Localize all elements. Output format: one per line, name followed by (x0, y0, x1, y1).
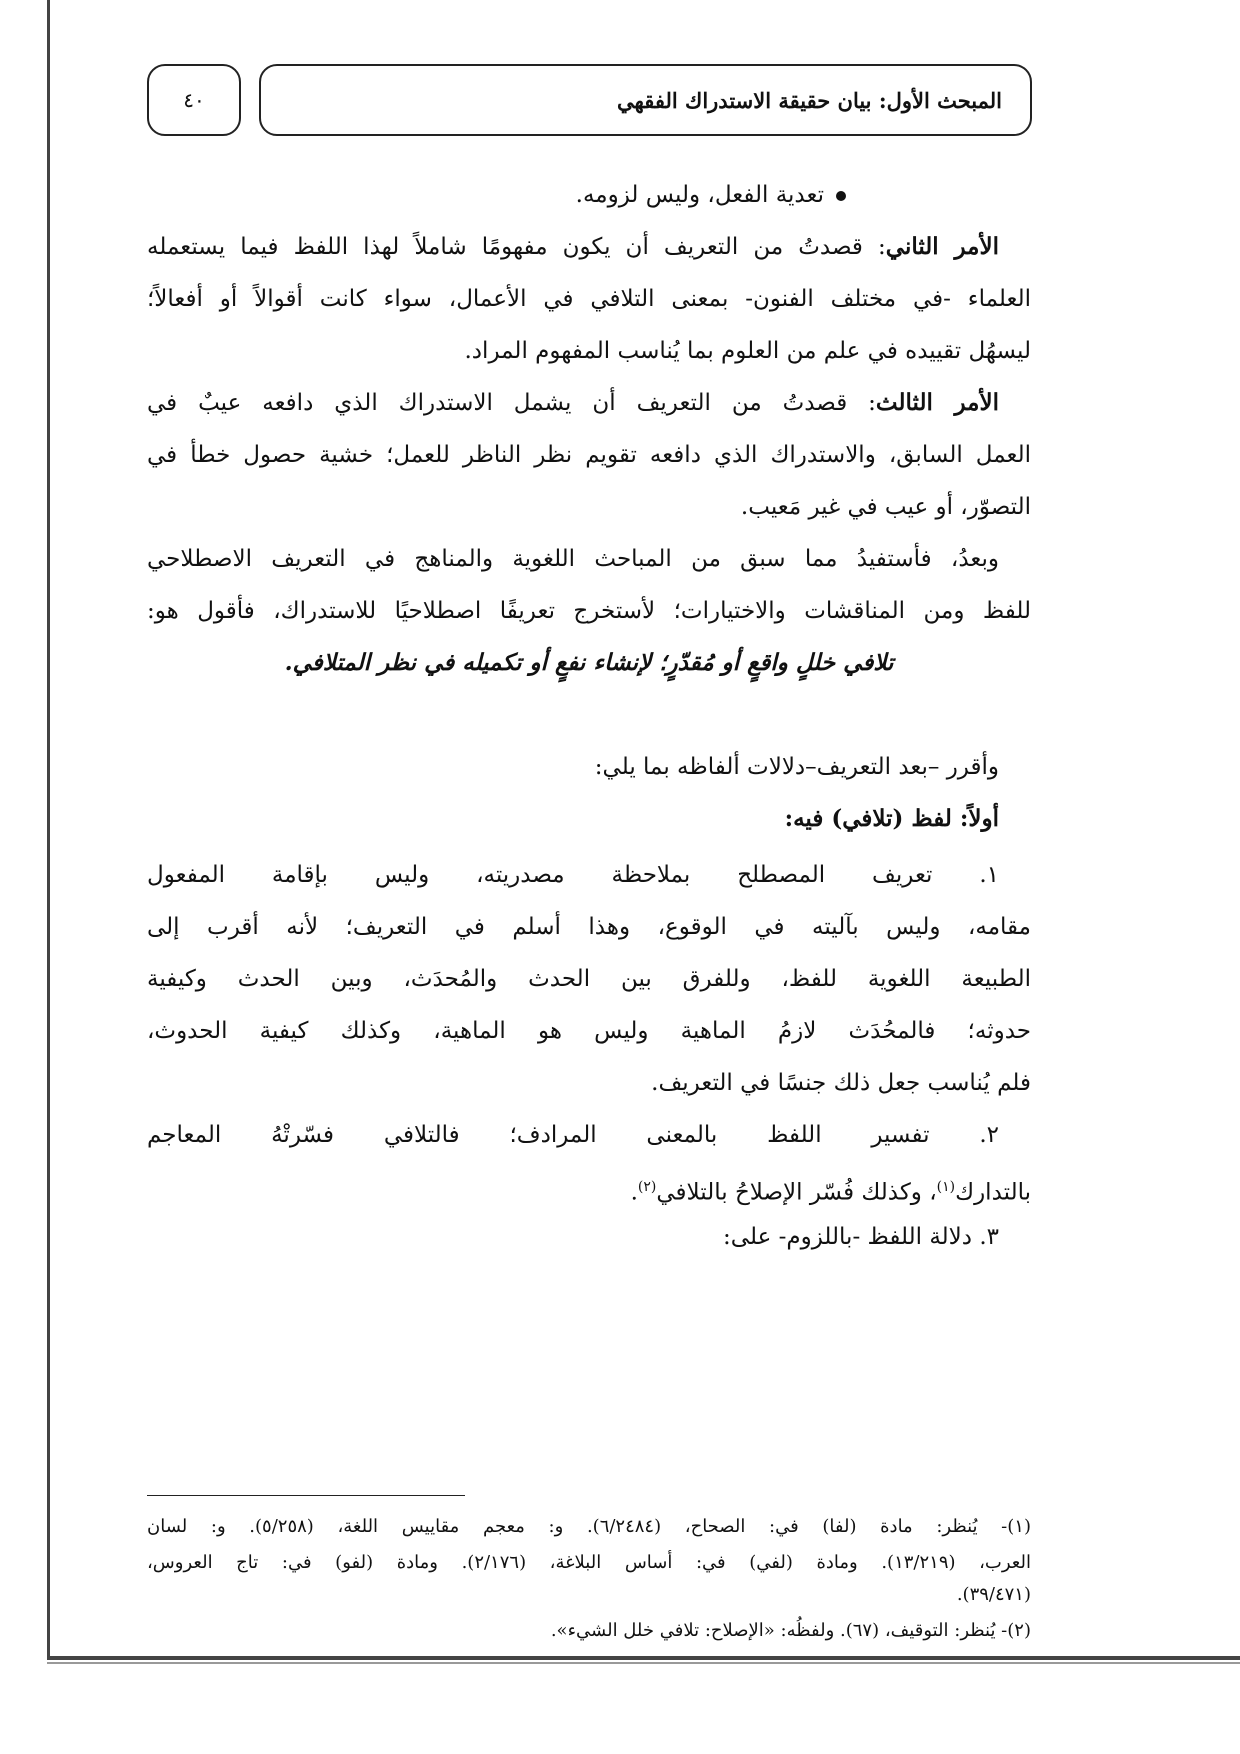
meanings-intro-text: وأقرر –بعد التعريف–دلالات ألفاظه بما يلي: (594, 754, 999, 780)
paragraph-third-matter-line2: العمل السابق، والاستدراك الذي دافعه تقويم نظر الناظر للعمل؛ خشية حصول خطأ في (147, 442, 1031, 468)
conclusion-line1-text: وبعدُ، فأستفيدُ مما سبق من المباحث اللغوية والمناهج في التعريف الاصطلاحي (147, 546, 999, 572)
second-matter-label: الأمر الثاني (885, 233, 1000, 260)
item2-text-a: بالتدارك (955, 1179, 1031, 1206)
footnote-1-line2: العرب، (١٣/٢١٩). ومادة (لفي) في: أساس البلاغة، (٢/١٧٦). ومادة (لفو) في: تاج العروس، (147, 1552, 1031, 1573)
paragraph-conclusion-line2: للفظ ومن المناقشات والاختيارات؛ لأستخرج تعريفًا اصطلاحيًا للاستدراك، فأقول هو: (147, 598, 1031, 624)
list-item-1-line1: ١. تعريف المصطلح بملاحظة مصدريته، وليس بإقامة المفعول (147, 862, 999, 888)
page-frame-bottom-shadow (47, 1662, 1240, 1664)
list-item-2-line2 (631, 1172, 1031, 1208)
page-frame-left (47, 0, 50, 1658)
item2-text-b: ، وكذلك فُسّر الإصلاحُ بالتلافي (656, 1179, 937, 1206)
bullet-icon (836, 191, 846, 201)
second-matter-text: : قصدتُ من التعريف أن يكون مفهومًا شاملاً لهذا اللفظ فيما يستعمله (147, 234, 886, 260)
page-frame-bottom (47, 1656, 1240, 1660)
footnote-2: (٢)- يُنظر: التوقيف، (٦٧). ولفظُه: «الإصلاح: تلافي خلل الشيء». (550, 1620, 1031, 1641)
running-header (259, 64, 1032, 136)
footnote-1-line1: (١)- يُنظر: مادة (لفا) في: الصحاح، (٦/٢٤٨٤). و: معجم مقاييس اللغة، (٥/٢٥٨). و: لسان (147, 1516, 1031, 1537)
paragraph-third-matter-line1 (147, 388, 1031, 418)
section-heading-first: أولاً: لفظ (تلافي) فيه: (784, 805, 999, 832)
paragraph-meanings-intro (595, 752, 1031, 782)
list-item-2-line1: ٢. تفسير اللفظ بالمعنى المرادف؛ فالتلافي فسّرتْهُ المعاجم (147, 1122, 999, 1148)
paragraph-second-matter-line2: العلماء -في مختلف الفنون- بمعنى التلافي في الأعمال، سواء كانت أقوالاً أو أفعالاً؛ (147, 286, 1031, 312)
footnote-separator (147, 1495, 465, 1496)
third-matter-text: : قصدتُ من التعريف أن يشمل الاستدراك الذي دافعه عيبٌ في (147, 390, 876, 416)
paragraph-third-matter-line3: التصوّر، أو عيب في غير مَعيب. (740, 494, 1031, 520)
paragraph-conclusion-line1 (147, 544, 1031, 574)
list-item-1-line4: حدوثه؛ فالمحُدَث لازمُ الماهية وليس هو الماهية، وكذلك كيفية الحدوث، (147, 1018, 1031, 1044)
list-item-1-line5: فلم يُناسب جعل ذلك جنسًا في التعريف. (651, 1070, 1031, 1096)
bullet-item (576, 180, 846, 210)
third-matter-label: الأمر الثالث (875, 389, 999, 416)
list-item-1-line2: مقامه، وليس بآليته في الوقوع، وهذا أسلم في التعريف؛ لأنه أقرب إلى (147, 914, 1031, 940)
footnote-1-line3: (٣٩/٤٧١). (956, 1584, 1031, 1605)
list-item-1-line3: الطبيعة اللغوية للفظ، وللفرق بين الحدث والمُحدَث، وبين الحدث وكيفية (147, 966, 1031, 992)
paragraph-second-matter-line3: ليسهُل تقييده في علم من العلوم بما يُناسب المفهوم المراد. (464, 338, 1031, 364)
page-number-box (147, 64, 241, 136)
definition-statement: تلافي خللٍ واقعٍ أو مُقدّرٍ؛ لإنشاء نفعٍ أو تكميله في نظر المتلافي. (284, 649, 894, 676)
page-number: ٤٠ (183, 88, 205, 112)
header-title: المبحث الأول: بيان حقيقة الاستدراك الفقهي (617, 87, 1002, 113)
item2-text-c: . (630, 1179, 638, 1206)
footnote-ref-1[interactable]: (١) (936, 1179, 956, 1195)
list-item-3: ٣. دلالة اللفظ -باللزوم- على: (723, 1224, 999, 1250)
paragraph-second-matter-line1 (147, 232, 1031, 262)
bullet-text: تعدية الفعل، وليس لزومه. (575, 182, 824, 208)
footnote-ref-2[interactable]: (٢) (637, 1179, 657, 1195)
